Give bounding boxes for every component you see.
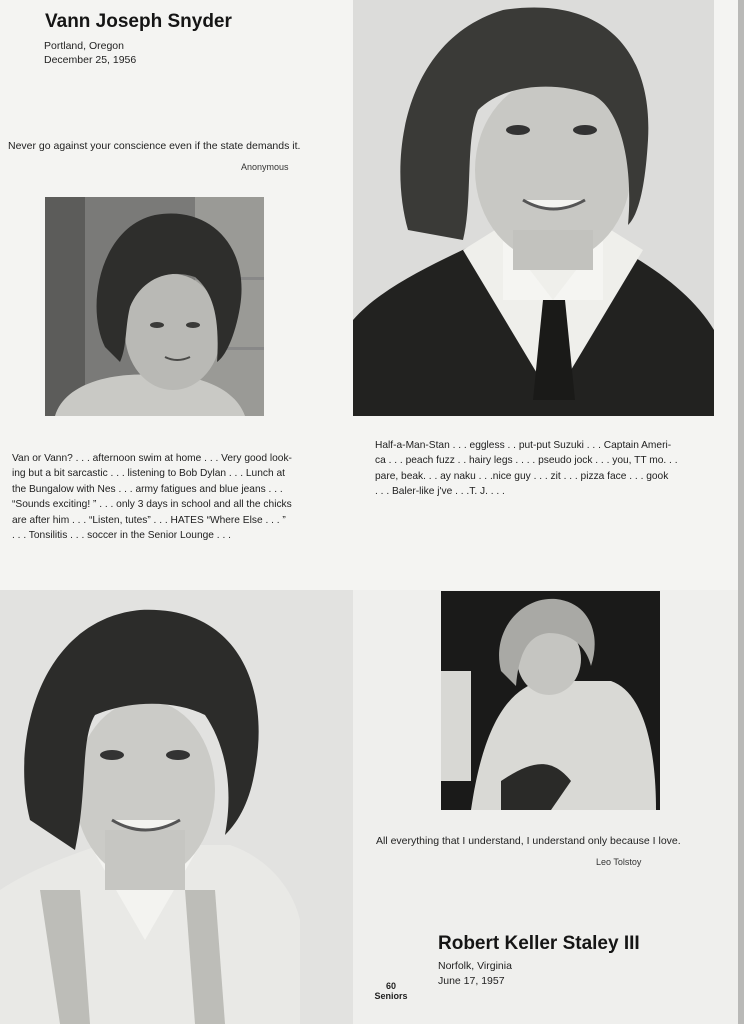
vann-portrait-image xyxy=(353,0,714,416)
bio-line: . . . Baler-like j've . . .T. J. . . . xyxy=(375,486,505,498)
senior-birthdate-robert: June 17, 1957 xyxy=(438,975,505,987)
bio-line: ca . . . peach fuzz . . hairy legs . . . . pseudo jock . . . you, TT mo. . . xyxy=(375,455,678,467)
vann-candid-image xyxy=(45,197,264,416)
vann-portrait-photo xyxy=(353,0,714,416)
bio-line: Half-a-Man-Stan . . . eggless . . put-put Suzuki . . . Captain Ameri- xyxy=(375,440,672,451)
senior-quote-robert: All everything that I understand, I understand only because I love. xyxy=(376,835,681,847)
senior-quote-vann: Never go against your conscience even if the state demands it. xyxy=(8,140,301,152)
quote-author-robert: Leo Tolstoy xyxy=(596,857,642,867)
robert-candid-photo xyxy=(441,591,660,810)
robert-candid-image xyxy=(441,591,660,810)
robert-portrait-photo xyxy=(0,590,353,1024)
robert-portrait-image xyxy=(0,590,353,1024)
senior-bio-vann xyxy=(12,451,292,543)
senior-name-robert: Robert Keller Staley III xyxy=(438,933,640,954)
bio-line: . . . Tonsilitis . . . soccer in the Senior Lounge . . . xyxy=(12,530,231,542)
page-edge-shadow xyxy=(738,0,744,1024)
bio-line: ing but a bit sarcastic . . . listening to Bob Dylan . . . Lunch at xyxy=(12,468,285,480)
bio-line: are after him . . . “Listen, tutes” . . . HATES “Where Else . . . ” xyxy=(12,514,286,526)
bio-line: Van or Vann? . . . afternoon swim at home . . . Very good look- xyxy=(12,453,292,464)
senior-name-vann: Vann Joseph Snyder xyxy=(45,11,232,32)
page-number: 60 xyxy=(385,981,396,991)
senior-birthdate-vann: December 25, 1956 xyxy=(44,54,137,66)
page-footer xyxy=(372,981,410,1001)
senior-bio-robert xyxy=(375,438,678,500)
senior-hometown-vann: Portland, Oregon xyxy=(44,40,124,52)
bio-line: “Sounds exciting! ” . . . only 3 days in school and all the chicks xyxy=(12,499,292,511)
bio-line: pare, beak. . . ay naku . . .nice guy . . . zit . . . pizza face . . . gook xyxy=(375,470,669,482)
senior-hometown-robert: Norfolk, Virginia xyxy=(438,960,512,972)
section-label: Seniors xyxy=(374,991,408,1001)
quote-author-vann: Anonymous xyxy=(241,162,289,172)
bio-line: the Bungalow with Nes . . . army fatigues and blue jeans . . . xyxy=(12,483,283,495)
vann-candid-photo xyxy=(45,197,264,416)
